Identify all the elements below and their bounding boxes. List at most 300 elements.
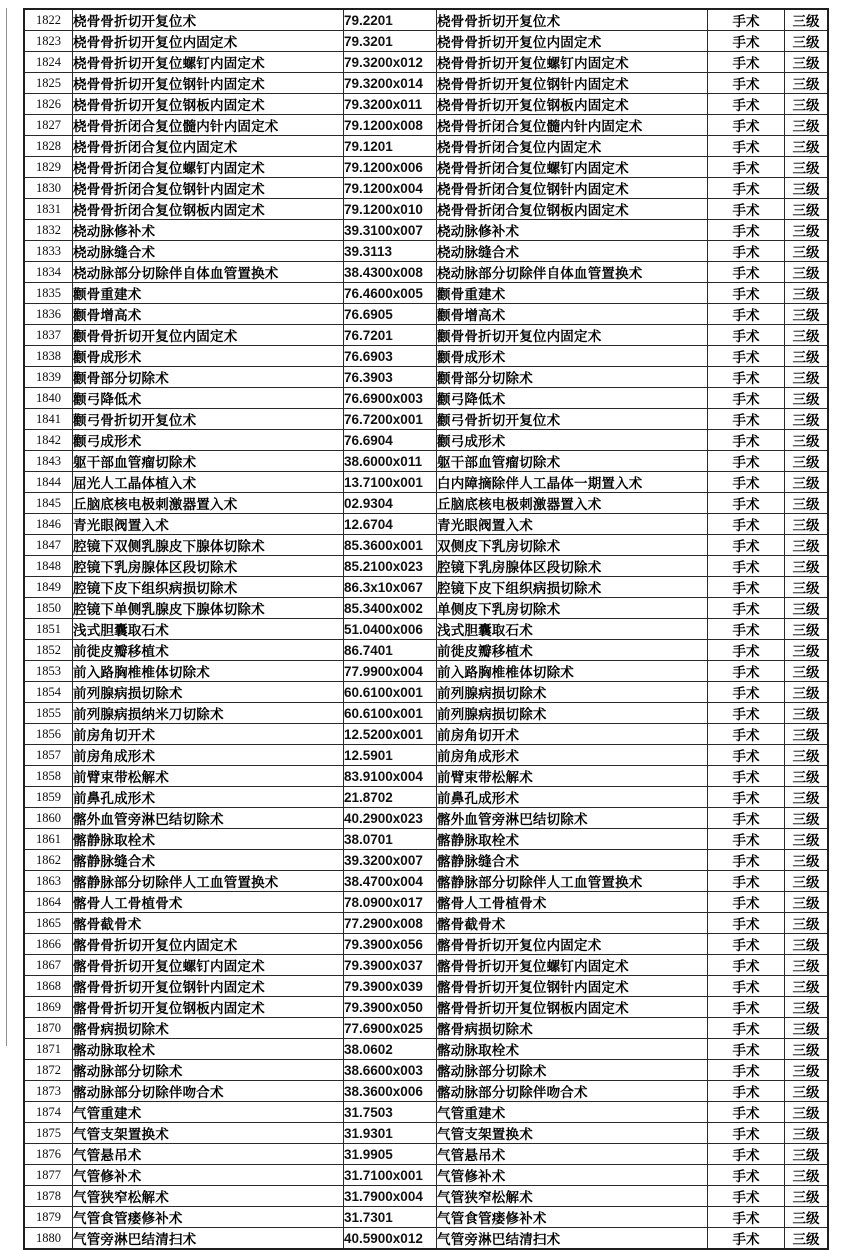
procedure-name-alt-cell: 浅式胆囊取石术 xyxy=(437,619,708,640)
table-row xyxy=(24,556,828,577)
procedure-code-cell: 85.3400x002 xyxy=(344,598,437,619)
procedure-code-cell: 79.3900x039 xyxy=(344,976,437,997)
procedure-name-alt-cell: 桡骨骨折闭合复位螺钉内固定术 xyxy=(437,157,708,178)
category-cell: 手术 xyxy=(708,1144,785,1165)
category-cell: 手术 xyxy=(708,73,785,94)
row-index-cell: 1862 xyxy=(24,850,73,871)
table-row xyxy=(24,535,828,556)
category-cell: 手术 xyxy=(708,787,785,808)
row-index-cell: 1879 xyxy=(24,1207,73,1228)
row-index-cell: 1836 xyxy=(24,304,73,325)
category-cell: 手术 xyxy=(708,829,785,850)
procedure-name-cell: 髂骨骨折切开复位内固定术 xyxy=(73,934,344,955)
table-row xyxy=(24,955,828,976)
procedure-name-alt-cell: 颧骨重建术 xyxy=(437,283,708,304)
table-row xyxy=(24,451,828,472)
row-index-cell: 1860 xyxy=(24,808,73,829)
procedure-code-cell: 31.7100x001 xyxy=(344,1165,437,1186)
category-cell: 手术 xyxy=(708,766,785,787)
level-cell: 三级 xyxy=(785,178,829,199)
category-cell: 手术 xyxy=(708,934,785,955)
procedure-code-cell: 31.9301 xyxy=(344,1123,437,1144)
level-cell: 三级 xyxy=(785,73,829,94)
procedure-code-cell: 40.5900x012 xyxy=(344,1228,437,1250)
procedure-code-cell: 39.3100x007 xyxy=(344,220,437,241)
level-cell: 三级 xyxy=(785,493,829,514)
procedure-name-alt-cell: 青光眼阀置入术 xyxy=(437,514,708,535)
level-cell: 三级 xyxy=(785,472,829,493)
table-row xyxy=(24,472,828,493)
procedure-name-alt-cell: 髂骨骨折切开复位内固定术 xyxy=(437,934,708,955)
row-index-cell: 1864 xyxy=(24,892,73,913)
procedure-name-cell: 髂骨截骨术 xyxy=(73,913,344,934)
procedure-name-alt-cell: 颧弓成形术 xyxy=(437,430,708,451)
table-row xyxy=(24,808,828,829)
level-cell: 三级 xyxy=(785,598,829,619)
table-row xyxy=(24,703,828,724)
table-row xyxy=(24,1060,828,1081)
procedure-name-cell: 气管重建术 xyxy=(73,1102,344,1123)
procedure-code-cell: 60.6100x001 xyxy=(344,703,437,724)
table-row xyxy=(24,409,828,430)
row-index-cell: 1878 xyxy=(24,1186,73,1207)
procedure-name-cell: 桡骨骨折切开复位螺钉内固定术 xyxy=(73,52,344,73)
table-row xyxy=(24,997,828,1018)
level-cell: 三级 xyxy=(785,199,829,220)
table-row xyxy=(24,1207,828,1228)
procedure-name-cell: 颧弓降低术 xyxy=(73,388,344,409)
level-cell: 三级 xyxy=(785,451,829,472)
table-row xyxy=(24,682,828,703)
category-cell: 手术 xyxy=(708,136,785,157)
procedure-name-alt-cell: 髂骨病损切除术 xyxy=(437,1018,708,1039)
row-index-cell: 1834 xyxy=(24,262,73,283)
procedure-code-cell: 79.3200x014 xyxy=(344,73,437,94)
procedure-name-cell: 桡骨骨折闭合复位螺钉内固定术 xyxy=(73,157,344,178)
procedure-name-cell: 颧骨成形术 xyxy=(73,346,344,367)
table-row xyxy=(24,892,828,913)
category-cell: 手术 xyxy=(708,262,785,283)
row-index-cell: 1825 xyxy=(24,73,73,94)
procedure-name-alt-cell: 桡骨骨折闭合复位钢针内固定术 xyxy=(437,178,708,199)
table-row xyxy=(24,766,828,787)
category-cell: 手术 xyxy=(708,9,785,31)
table-row xyxy=(24,724,828,745)
procedure-name-cell: 桡动脉部分切除伴自体血管置换术 xyxy=(73,262,344,283)
procedure-name-alt-cell: 丘脑底核电极刺激器置入术 xyxy=(437,493,708,514)
procedure-table xyxy=(23,8,829,1250)
procedure-code-cell: 12.5200x001 xyxy=(344,724,437,745)
procedure-code-cell: 31.9905 xyxy=(344,1144,437,1165)
table-row xyxy=(24,178,828,199)
procedure-name-cell: 髂动脉取栓术 xyxy=(73,1039,344,1060)
procedure-name-alt-cell: 前鼻孔成形术 xyxy=(437,787,708,808)
level-cell: 三级 xyxy=(785,640,829,661)
table-row xyxy=(24,94,828,115)
row-index-cell: 1829 xyxy=(24,157,73,178)
procedure-name-alt-cell: 桡骨骨折闭合复位髓内针内固定术 xyxy=(437,115,708,136)
procedure-name-cell: 气管狭窄松解术 xyxy=(73,1186,344,1207)
procedure-code-cell: 79.2201 xyxy=(344,9,437,31)
procedure-name-cell: 浅式胆囊取石术 xyxy=(73,619,344,640)
table-row xyxy=(24,913,828,934)
procedure-code-cell: 79.3200x012 xyxy=(344,52,437,73)
procedure-code-cell: 38.0602 xyxy=(344,1039,437,1060)
level-cell: 三级 xyxy=(785,1144,829,1165)
procedure-name-cell: 桡骨骨折闭合复位髓内针内固定术 xyxy=(73,115,344,136)
table-row xyxy=(24,976,828,997)
row-index-cell: 1844 xyxy=(24,472,73,493)
row-index-cell: 1828 xyxy=(24,136,73,157)
category-cell: 手术 xyxy=(708,157,785,178)
category-cell: 手术 xyxy=(708,997,785,1018)
table-row xyxy=(24,430,828,451)
procedure-name-alt-cell: 双侧皮下乳房切除术 xyxy=(437,535,708,556)
procedure-name-cell: 腔镜下乳房腺体区段切除术 xyxy=(73,556,344,577)
category-cell: 手术 xyxy=(708,955,785,976)
category-cell: 手术 xyxy=(708,409,785,430)
row-index-cell: 1861 xyxy=(24,829,73,850)
category-cell: 手术 xyxy=(708,745,785,766)
procedure-name-alt-cell: 髂动脉部分切除伴吻合术 xyxy=(437,1081,708,1102)
table-row xyxy=(24,640,828,661)
table-row xyxy=(24,220,828,241)
table-row xyxy=(24,31,828,52)
category-cell: 手术 xyxy=(708,1060,785,1081)
category-cell: 手术 xyxy=(708,703,785,724)
table-row xyxy=(24,1186,828,1207)
row-index-cell: 1842 xyxy=(24,430,73,451)
procedure-name-alt-cell: 气管悬吊术 xyxy=(437,1144,708,1165)
row-index-cell: 1837 xyxy=(24,325,73,346)
procedure-code-cell: 77.9900x004 xyxy=(344,661,437,682)
level-cell: 三级 xyxy=(785,9,829,31)
procedure-name-alt-cell: 髂骨人工骨植骨术 xyxy=(437,892,708,913)
procedure-code-cell: 76.7200x001 xyxy=(344,409,437,430)
level-cell: 三级 xyxy=(785,514,829,535)
procedure-code-cell: 79.1200x006 xyxy=(344,157,437,178)
procedure-name-cell: 躯干部血管瘤切除术 xyxy=(73,451,344,472)
procedure-name-cell: 髂动脉部分切除术 xyxy=(73,1060,344,1081)
level-cell: 三级 xyxy=(785,304,829,325)
row-index-cell: 1867 xyxy=(24,955,73,976)
table-row xyxy=(24,745,828,766)
category-cell: 手术 xyxy=(708,1207,785,1228)
procedure-code-cell: 79.3900x037 xyxy=(344,955,437,976)
category-cell: 手术 xyxy=(708,493,785,514)
category-cell: 手术 xyxy=(708,1102,785,1123)
procedure-name-alt-cell: 桡骨骨折闭合复位内固定术 xyxy=(437,136,708,157)
row-index-cell: 1822 xyxy=(24,9,73,31)
procedure-code-cell: 77.2900x008 xyxy=(344,913,437,934)
procedure-code-cell: 38.0701 xyxy=(344,829,437,850)
procedure-name-alt-cell: 髂动脉部分切除术 xyxy=(437,1060,708,1081)
level-cell: 三级 xyxy=(785,619,829,640)
procedure-name-cell: 颧弓骨折切开复位术 xyxy=(73,409,344,430)
category-cell: 手术 xyxy=(708,220,785,241)
level-cell: 三级 xyxy=(785,220,829,241)
procedure-code-cell: 38.4700x004 xyxy=(344,871,437,892)
category-cell: 手术 xyxy=(708,472,785,493)
procedure-code-cell: 76.6905 xyxy=(344,304,437,325)
category-cell: 手术 xyxy=(708,514,785,535)
level-cell: 三级 xyxy=(785,1018,829,1039)
procedure-code-cell: 85.2100x023 xyxy=(344,556,437,577)
procedure-code-cell: 86.3x10x067 xyxy=(344,577,437,598)
category-cell: 手术 xyxy=(708,1165,785,1186)
level-cell: 三级 xyxy=(785,1039,829,1060)
level-cell: 三级 xyxy=(785,1060,829,1081)
level-cell: 三级 xyxy=(785,724,829,745)
procedure-name-alt-cell: 前臂束带松解术 xyxy=(437,766,708,787)
table-row xyxy=(24,73,828,94)
procedure-code-cell: 76.3903 xyxy=(344,367,437,388)
procedure-code-cell: 60.6100x001 xyxy=(344,682,437,703)
procedure-code-cell: 31.7503 xyxy=(344,1102,437,1123)
procedure-name-alt-cell: 桡动脉修补术 xyxy=(437,220,708,241)
category-cell: 手术 xyxy=(708,388,785,409)
category-cell: 手术 xyxy=(708,661,785,682)
row-index-cell: 1880 xyxy=(24,1228,73,1250)
category-cell: 手术 xyxy=(708,598,785,619)
row-index-cell: 1877 xyxy=(24,1165,73,1186)
row-index-cell: 1831 xyxy=(24,199,73,220)
level-cell: 三级 xyxy=(785,577,829,598)
level-cell: 三级 xyxy=(785,871,829,892)
category-cell: 手术 xyxy=(708,1081,785,1102)
procedure-name-alt-cell: 颧弓骨折切开复位术 xyxy=(437,409,708,430)
level-cell: 三级 xyxy=(785,1207,829,1228)
category-cell: 手术 xyxy=(708,52,785,73)
table-row xyxy=(24,52,828,73)
procedure-name-alt-cell: 腔镜下皮下组织病损切除术 xyxy=(437,577,708,598)
category-cell: 手术 xyxy=(708,535,785,556)
table-row xyxy=(24,1018,828,1039)
category-cell: 手术 xyxy=(708,724,785,745)
procedure-name-alt-cell: 颧骨部分切除术 xyxy=(437,367,708,388)
category-cell: 手术 xyxy=(708,94,785,115)
row-index-cell: 1859 xyxy=(24,787,73,808)
table-row xyxy=(24,283,828,304)
procedure-name-cell: 颧骨部分切除术 xyxy=(73,367,344,388)
level-cell: 三级 xyxy=(785,955,829,976)
row-index-cell: 1843 xyxy=(24,451,73,472)
procedure-code-cell: 79.1200x004 xyxy=(344,178,437,199)
procedure-name-alt-cell: 颧骨骨折切开复位内固定术 xyxy=(437,325,708,346)
table-row xyxy=(24,262,828,283)
level-cell: 三级 xyxy=(785,934,829,955)
procedure-name-alt-cell: 髂骨骨折切开复位钢针内固定术 xyxy=(437,976,708,997)
procedure-name-cell: 桡骨骨折切开复位术 xyxy=(73,9,344,31)
procedure-code-cell: 79.3900x050 xyxy=(344,997,437,1018)
procedure-name-alt-cell: 腔镜下乳房腺体区段切除术 xyxy=(437,556,708,577)
category-cell: 手术 xyxy=(708,892,785,913)
level-cell: 三级 xyxy=(785,388,829,409)
procedure-name-cell: 桡骨骨折切开复位内固定术 xyxy=(73,31,344,52)
row-index-cell: 1849 xyxy=(24,577,73,598)
procedure-name-alt-cell: 前列腺病损切除术 xyxy=(437,703,708,724)
row-index-cell: 1858 xyxy=(24,766,73,787)
procedure-name-cell: 髂骨人工骨植骨术 xyxy=(73,892,344,913)
row-index-cell: 1839 xyxy=(24,367,73,388)
table-row xyxy=(24,619,828,640)
procedure-name-cell: 髂骨骨折切开复位钢针内固定术 xyxy=(73,976,344,997)
procedure-name-cell: 腔镜下双侧乳腺皮下腺体切除术 xyxy=(73,535,344,556)
category-cell: 手术 xyxy=(708,325,785,346)
procedure-name-alt-cell: 前列腺病损切除术 xyxy=(437,682,708,703)
procedure-name-cell: 颧弓成形术 xyxy=(73,430,344,451)
level-cell: 三级 xyxy=(785,94,829,115)
procedure-name-cell: 前列腺病损切除术 xyxy=(73,682,344,703)
procedure-name-cell: 气管食管瘘修补术 xyxy=(73,1207,344,1228)
level-cell: 三级 xyxy=(785,1186,829,1207)
procedure-code-cell: 12.6704 xyxy=(344,514,437,535)
procedure-table-body xyxy=(24,9,828,1249)
row-index-cell: 1870 xyxy=(24,1018,73,1039)
level-cell: 三级 xyxy=(785,997,829,1018)
procedure-name-cell: 髂静脉缝合术 xyxy=(73,850,344,871)
procedure-name-cell: 青光眼阀置入术 xyxy=(73,514,344,535)
procedure-name-cell: 前臂束带松解术 xyxy=(73,766,344,787)
procedure-code-cell: 78.0900x017 xyxy=(344,892,437,913)
category-cell: 手术 xyxy=(708,1186,785,1207)
procedure-code-cell: 13.7100x001 xyxy=(344,472,437,493)
procedure-name-alt-cell: 髂静脉取栓术 xyxy=(437,829,708,850)
procedure-code-cell: 77.6900x025 xyxy=(344,1018,437,1039)
level-cell: 三级 xyxy=(785,661,829,682)
category-cell: 手术 xyxy=(708,808,785,829)
table-row xyxy=(24,871,828,892)
procedure-name-cell: 桡骨骨折切开复位钢针内固定术 xyxy=(73,73,344,94)
row-index-cell: 1852 xyxy=(24,640,73,661)
level-cell: 三级 xyxy=(785,913,829,934)
level-cell: 三级 xyxy=(785,976,829,997)
procedure-name-alt-cell: 髂外血管旁淋巴结切除术 xyxy=(437,808,708,829)
procedure-name-cell: 前列腺病损纳米刀切除术 xyxy=(73,703,344,724)
category-cell: 手术 xyxy=(708,430,785,451)
row-index-cell: 1832 xyxy=(24,220,73,241)
procedure-name-cell: 前房角成形术 xyxy=(73,745,344,766)
row-index-cell: 1833 xyxy=(24,241,73,262)
procedure-name-cell: 颧骨骨折切开复位内固定术 xyxy=(73,325,344,346)
category-cell: 手术 xyxy=(708,619,785,640)
table-row xyxy=(24,577,828,598)
procedure-name-alt-cell: 气管修补术 xyxy=(437,1165,708,1186)
procedure-name-cell: 髂静脉部分切除伴人工血管置换术 xyxy=(73,871,344,892)
procedure-name-cell: 气管旁淋巴结清扫术 xyxy=(73,1228,344,1250)
procedure-name-alt-cell: 前徙皮瓣移植术 xyxy=(437,640,708,661)
procedure-code-cell: 79.1201 xyxy=(344,136,437,157)
category-cell: 手术 xyxy=(708,913,785,934)
row-index-cell: 1865 xyxy=(24,913,73,934)
row-index-cell: 1851 xyxy=(24,619,73,640)
row-index-cell: 1848 xyxy=(24,556,73,577)
table-row xyxy=(24,346,828,367)
procedure-name-cell: 腔镜下皮下组织病损切除术 xyxy=(73,577,344,598)
procedure-name-cell: 腔镜下单侧乳腺皮下腺体切除术 xyxy=(73,598,344,619)
procedure-name-alt-cell: 气管支架置换术 xyxy=(437,1123,708,1144)
row-index-cell: 1827 xyxy=(24,115,73,136)
level-cell: 三级 xyxy=(785,892,829,913)
procedure-name-cell: 气管支架置换术 xyxy=(73,1123,344,1144)
procedure-name-alt-cell: 髂静脉缝合术 xyxy=(437,850,708,871)
procedure-code-cell: 38.6000x011 xyxy=(344,451,437,472)
level-cell: 三级 xyxy=(785,325,829,346)
procedure-name-alt-cell: 白内障摘除伴人工晶体一期置入术 xyxy=(437,472,708,493)
level-cell: 三级 xyxy=(785,850,829,871)
procedure-name-alt-cell: 颧弓降低术 xyxy=(437,388,708,409)
category-cell: 手术 xyxy=(708,1018,785,1039)
procedure-name-alt-cell: 髂骨骨折切开复位钢板内固定术 xyxy=(437,997,708,1018)
procedure-name-cell: 丘脑底核电极刺激器置入术 xyxy=(73,493,344,514)
row-index-cell: 1847 xyxy=(24,535,73,556)
row-index-cell: 1856 xyxy=(24,724,73,745)
level-cell: 三级 xyxy=(785,556,829,577)
table-row xyxy=(24,514,828,535)
level-cell: 三级 xyxy=(785,430,829,451)
procedure-name-alt-cell: 桡动脉缝合术 xyxy=(437,241,708,262)
row-index-cell: 1835 xyxy=(24,283,73,304)
level-cell: 三级 xyxy=(785,1123,829,1144)
procedure-name-cell: 髂动脉部分切除伴吻合术 xyxy=(73,1081,344,1102)
procedure-code-cell: 31.7900x004 xyxy=(344,1186,437,1207)
procedure-name-alt-cell: 气管食管瘘修补术 xyxy=(437,1207,708,1228)
category-cell: 手术 xyxy=(708,346,785,367)
procedure-code-cell: 79.1200x010 xyxy=(344,199,437,220)
level-cell: 三级 xyxy=(785,367,829,388)
row-index-cell: 1840 xyxy=(24,388,73,409)
procedure-name-alt-cell: 髂骨截骨术 xyxy=(437,913,708,934)
procedure-name-cell: 气管悬吊术 xyxy=(73,1144,344,1165)
procedure-name-cell: 前鼻孔成形术 xyxy=(73,787,344,808)
cropped-column-border xyxy=(6,8,7,1046)
row-index-cell: 1824 xyxy=(24,52,73,73)
row-index-cell: 1826 xyxy=(24,94,73,115)
table-row xyxy=(24,367,828,388)
table-row xyxy=(24,598,828,619)
level-cell: 三级 xyxy=(785,262,829,283)
procedure-code-cell: 85.3600x001 xyxy=(344,535,437,556)
level-cell: 三级 xyxy=(785,766,829,787)
level-cell: 三级 xyxy=(785,241,829,262)
table-row xyxy=(24,115,828,136)
procedure-code-cell: 83.9100x004 xyxy=(344,766,437,787)
row-index-cell: 1863 xyxy=(24,871,73,892)
row-index-cell: 1838 xyxy=(24,346,73,367)
table-row xyxy=(24,1123,828,1144)
procedure-name-cell: 髂骨骨折切开复位螺钉内固定术 xyxy=(73,955,344,976)
table-row xyxy=(24,199,828,220)
table-row xyxy=(24,9,828,31)
level-cell: 三级 xyxy=(785,346,829,367)
procedure-name-cell: 前房角切开术 xyxy=(73,724,344,745)
table-row xyxy=(24,661,828,682)
procedure-code-cell: 76.6904 xyxy=(344,430,437,451)
row-index-cell: 1853 xyxy=(24,661,73,682)
procedure-code-cell: 31.7301 xyxy=(344,1207,437,1228)
category-cell: 手术 xyxy=(708,283,785,304)
procedure-code-cell: 79.3201 xyxy=(344,31,437,52)
table-row xyxy=(24,1165,828,1186)
procedure-code-cell: 21.8702 xyxy=(344,787,437,808)
level-cell: 三级 xyxy=(785,703,829,724)
table-row xyxy=(24,850,828,871)
level-cell: 三级 xyxy=(785,829,829,850)
procedure-code-cell: 39.3200x007 xyxy=(344,850,437,871)
level-cell: 三级 xyxy=(785,745,829,766)
category-cell: 手术 xyxy=(708,241,785,262)
category-cell: 手术 xyxy=(708,976,785,997)
